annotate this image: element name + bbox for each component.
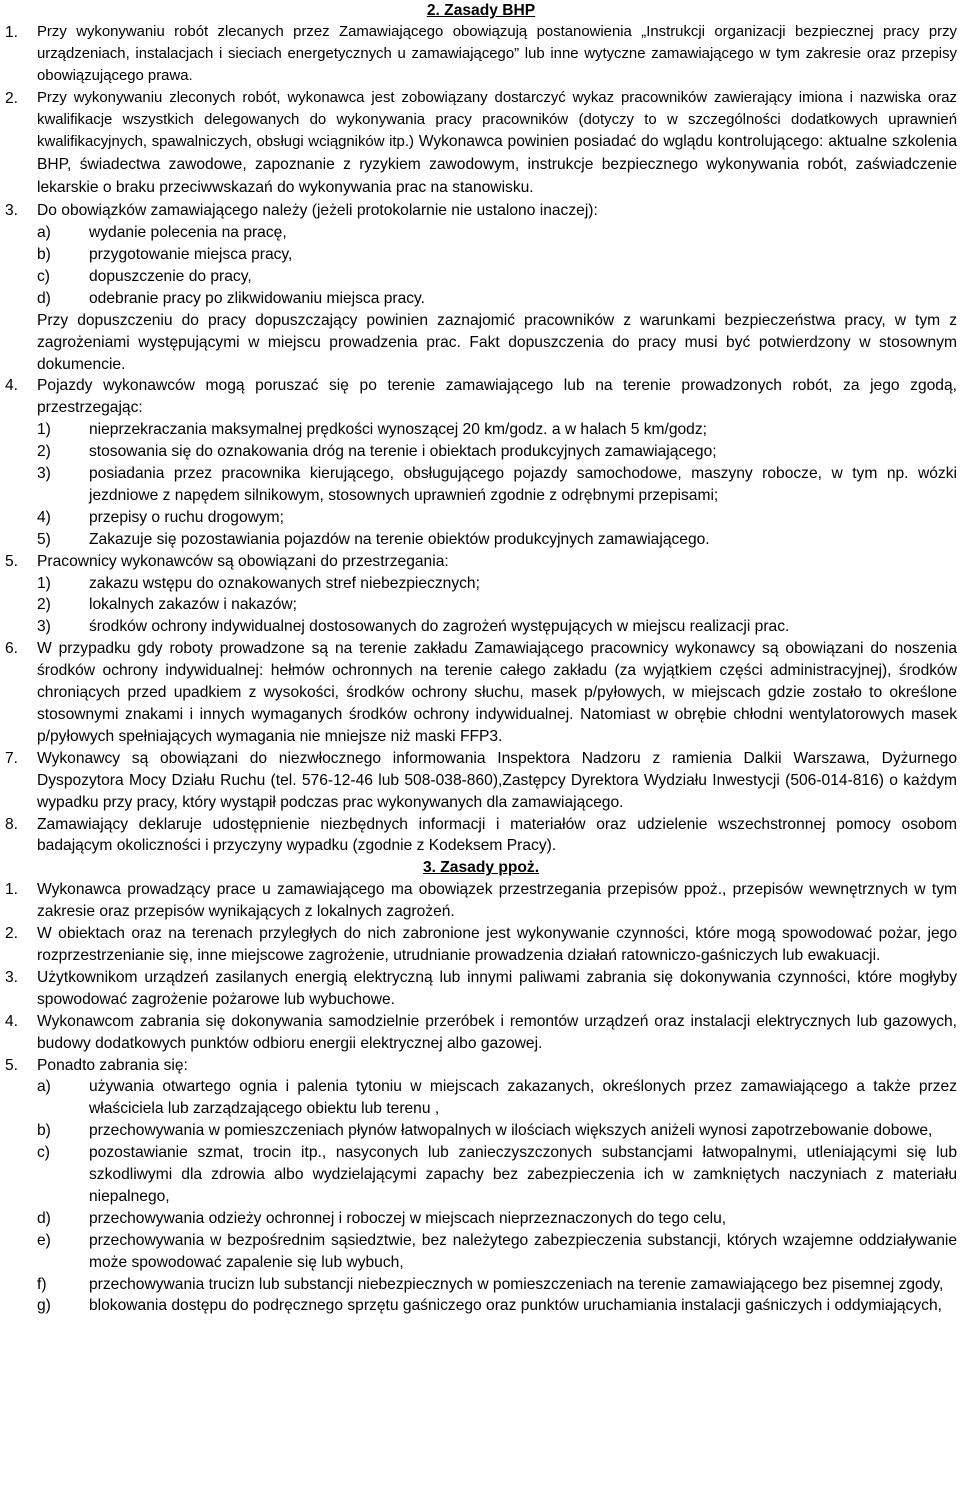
item-number: 2. — [5, 925, 19, 943]
item-number: 2. — [5, 89, 19, 107]
item-text: Wykonawcom zabrania się dokonywania samodzielnie przeróbek i remontów urządzeń oraz instalacji elektrycznych lub gazowych, budowy dodatkowych punktów odbioru energii elektrycznej albo gazowej. — [37, 1012, 957, 1052]
bhp-item-8 — [5, 814, 957, 858]
bhp-item-1 — [5, 22, 957, 88]
item-number: 5. — [5, 552, 19, 570]
item-number: 4. — [5, 377, 19, 395]
item-text: Przy wykonywaniu robót zlecanych przez Zamawiającego obowiązują postanowienia „Instrukcji organizacji bezpiecznej pracy przy urządzeniach, instalacjach i sieciach energetycznych u zamawiającego” lub inne wytyczne zamawiającego w tym zakresie oraz przepisy obowiązującego prawa. — [37, 23, 957, 84]
list-item: 2) lokalnych zakazów i nakazów; — [37, 596, 298, 614]
item-text: Ponadto zabrania się: — [37, 1056, 188, 1074]
item-text: Wykonawca prowadzący prace u zamawiającego ma obowiązek przestrzegania przepisów ppoż., przepisów wewnętrznych w tym zakresie oraz przepisów wynikających z lokalnych zagrożeń. — [37, 881, 957, 921]
list-item: c) pozostawianie szmat, trocin itp., nasyconych lub zanieczyszczonych substancjami łatwopalnymi, utleniającymi się lub szkodliwymi dla zdrowia albo wydzielającymi zapachy bez zabezpieczenia ich w zamkniętych naczyniach z materiału niepalnego, — [37, 1144, 957, 1205]
list-item: a) używania otwartego ognia i palenia tytoniu w miejscach zakazanych, określonych przez zamawiającego a także przez właściciela lub zarządzającego obiektu lub terenu , — [37, 1078, 957, 1118]
item-number: 5. — [5, 1056, 19, 1074]
item-text: Przy dopuszczeniu do pracy dopuszczający powinien zaznajomić pracowników z warunkami bezpieczeństwa pracy, w tym z zagrożeniami występującymi w miejscu prowadzenia prac. Fakt dopuszczenia do pracy musi być potwierdzony w stosownym dokumencie. — [37, 311, 957, 373]
bhp-item-2 — [5, 88, 957, 201]
list-item: c) dopuszczenie do pracy, — [37, 267, 252, 285]
item-text: Pojazdy wykonawców mogą poruszać się po terenie zamawiającego lub na terenie prowadzonych robót, za jego zgodą, przestrzegając: — [37, 377, 957, 417]
ppoz-item-3 — [5, 967, 957, 1011]
list-item: g) blokowania dostępu do podręcznego sprzętu gaśniczego oraz punktów uruchamiania instalacji gaśniczych i oddymiających, — [37, 1297, 942, 1315]
item-text: Do obowiązków zamawiającego należy (jeżeli protokolarnie nie ustalono inaczej): — [37, 202, 598, 220]
ppoz-item-5 — [5, 1055, 957, 1077]
list-item: d) odebranie pracy po zlikwidowaniu miejsca pracy. — [37, 289, 426, 307]
ppoz-item-2 — [5, 923, 957, 967]
section-bhp-title: 2. Zasady BHP — [426, 2, 536, 19]
list-item: 1) nieprzekraczania maksymalnej prędkości wynoszącej 20 km/godz. a w halach 5 km/godz; — [37, 421, 707, 439]
list-item: e) przechowywania w bezpośrednim sąsiedztwie, bez należytego zabezpieczenia substancji, których wzajemne oddziaływanie może spowodować zapalenie się lub wybuch, — [37, 1231, 957, 1271]
item-text: Użytkownikom urządzeń zasilanych energią elektryczną lub innymi paliwami zabrania się dokonywania czynności, które mogłyby spowodować zagrożenie pożarowe lub wybuchowe. — [37, 968, 957, 1008]
bhp-item-7 — [5, 748, 957, 814]
list-item: 1) zakazu wstępu do oznakowanych stref niebezpiecznych; — [37, 574, 480, 592]
list-item: 3) środków ochrony indywidualnej dostosowanych do zagrożeń występujących w miejscu realizacji prac. — [37, 618, 790, 636]
bhp-item-6 — [5, 638, 957, 748]
section-ppoz-title: 3. Zasady ppoż. — [422, 859, 540, 877]
item-number: 3. — [5, 968, 19, 986]
bhp-item-3-note — [5, 310, 957, 376]
item-number: 1. — [5, 23, 19, 41]
ppoz-item-1 — [5, 879, 957, 923]
list-item: 2) stosowania się do oznakowania dróg na terenie i obiektach produkcyjnych zamawiającego; — [37, 443, 717, 461]
item-text: W przypadku gdy roboty prowadzone są na terenie zakładu Zamawiającego pracownicy wykonawcy są obowiązani do noszenia środków ochrony indywidualnej: hełmów ochronnych na terenie całego zakładu (za wyjątkiem części administracyjnej), środków chroniących przed upadkiem z wysokości, środków ochrony słuchu, masek p/pyłowych, w miejscach gdzie zostało to określone stosownymi znakami i innych wymaganych środków ochrony indywidualnej. Natomiast w obrębie chłodni wentylatorowych masek p/pyłowych spełniających wymagania nie mniejsze niż maski FFP3. — [37, 640, 957, 745]
list-item: d) przechowywania odzieży ochronnej i roboczej w miejscach nieprzeznaczonych do tego celu, — [37, 1209, 727, 1227]
item-text: Pracownicy wykonawców są obowiązani do przestrzegania: — [37, 552, 449, 570]
list-item: b) przygotowanie miejsca pracy, — [37, 245, 293, 263]
list-item: b) przechowywania w pomieszczeniach płynów łatwopalnych w ilościach większych aniżeli wynosi zapotrzebowanie dobowe, — [37, 1122, 933, 1140]
item-text: Wykonawcy są obowiązani do niezwłocznego informowania Inspektora Nadzoru z ramienia Dalkii Warszawa, Dyżurnego Dyspozytora Mocy Działu Ruchu (tel. 576-12-46 lub 508-038-860),Zastępcy Dyrektora Wydziału Inwestycji (506-014-816) o każdym wypadku przy pracy, który wystąpił podczas prac wykonywanych dla zamawiającego. — [37, 749, 957, 811]
item-number: 7. — [5, 749, 19, 767]
item-number: 1. — [5, 881, 19, 899]
item-number: 6. — [5, 640, 19, 658]
item-number: 4. — [5, 1012, 19, 1030]
list-item: f) przechowywania trucizn lub substancji niebezpiecznych w pomieszczeniach na terenie zamawiającego bez pisemnej zgody, — [37, 1275, 944, 1293]
list-item: a) wydanie polecenia na pracę, — [37, 224, 287, 242]
bhp-item-5 — [5, 551, 957, 573]
list-item: 5) Zakazuje się pozostawiania pojazdów na terenie obiektów produkcyjnych zamawiającego. — [37, 530, 710, 548]
bhp-item-4 — [5, 375, 957, 419]
item-text: Przy wykonywaniu zleconych robót, wykonawca jest zobowiązany dostarczyć wykaz pracowników zawierający imiona i nazwiska oraz kwalifikacje wszystkich delegowanych do wykonywania pracy pracowników (dotyczy to w szczególności dodatkowych uprawnień kwalifikacyjnych, spawalniczych, obsługi wciągników itp.) Wykonawca powinien posiadać do wglądu kontrolującego: aktualne szkolenia BHP, świadectwa zawodowe, zapoznanie z ryzykiem zawodowym, instrukcje bezpiecznego wykonywania robót, zaświadczenie lekarskie o braku przeciwwskazań do wykonywania prac na stanowisku. — [37, 89, 957, 197]
ppoz-item-4 — [5, 1011, 957, 1055]
item-text: W obiektach oraz na terenach przyległych do nich zabronione jest wykonywanie czynności, które mogą spowodować pożar, jego rozprzestrzenianie się, inne miejscowe zagrożenie, utrudnianie prowadzenia działań ratowniczo-gaśniczych lub ewakuacji. — [37, 925, 957, 964]
list-item: 4) przepisy o ruchu drogowym; — [37, 508, 285, 526]
item-text: Zamawiający deklaruje udostępnienie niezbędnych informacji i materiałów oraz udzielenie wszechstronnej pomocy osobom badającym okoliczności i przyczyny wypadku (zgodnie z Kodeksem Pracy). — [37, 815, 957, 855]
bhp-item-3 — [5, 200, 957, 222]
list-item: 3) posiadania przez pracownika kierującego, obsługującego pojazdy samochodowe, maszyny robocze, w tym np. wózki jezdniowe z napędem silnikowym, stosownych uprawnień zgodnie z odrębnymi przepisami; — [37, 465, 957, 504]
item-number: 3. — [5, 202, 19, 220]
item-number: 8. — [5, 815, 19, 833]
